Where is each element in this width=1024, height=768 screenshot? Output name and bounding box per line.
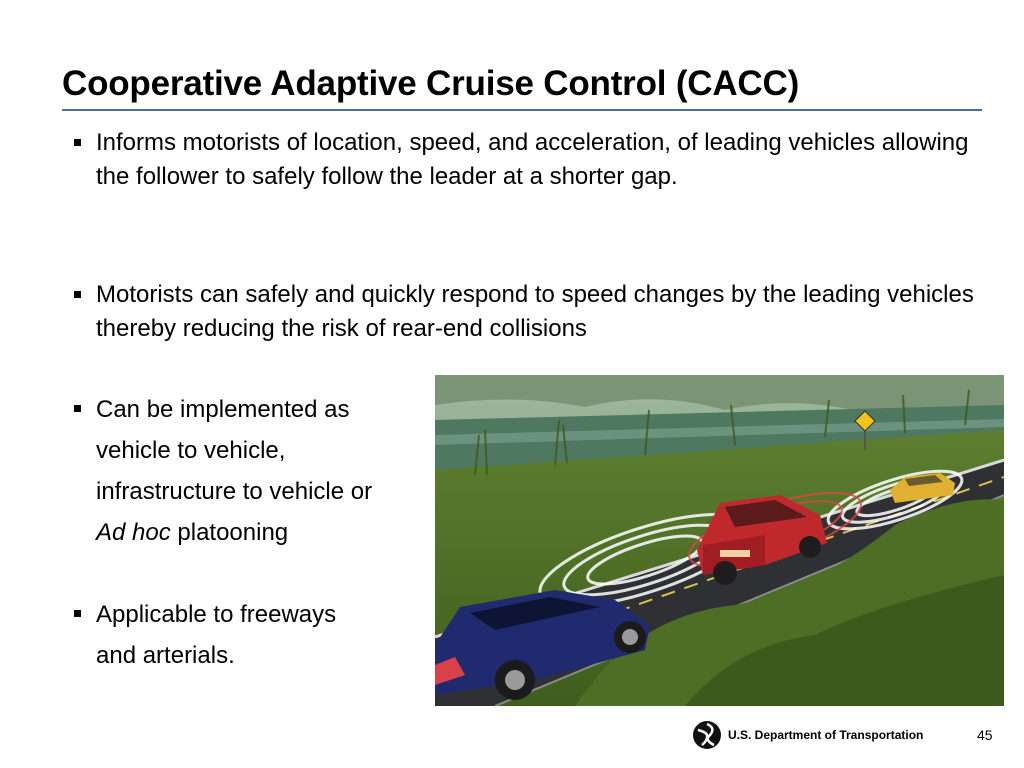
footer-organization: U.S. Department of Transportation <box>728 728 924 742</box>
bullet-line <box>96 512 436 553</box>
page-number: 45 <box>977 727 993 743</box>
bullet-item: Motorists can safely and quickly respond to speed changes by the leading vehicles thereby reducing the risk of rear-end collisions <box>96 278 976 346</box>
bullet-line: Can be implemented as <box>96 396 350 423</box>
bullet-item: Informs motorists of location, speed, and acceleration, of leading vehicles allowing the follower to safely follow the leader at a shorter gap. <box>96 126 976 194</box>
bullet-item <box>96 389 436 553</box>
bullet-item <box>96 594 416 676</box>
bullet-line: infrastructure to vehicle or <box>96 478 373 505</box>
bullet-line-tail: platooning <box>170 519 289 546</box>
cacc-illustration <box>435 375 1004 706</box>
title-divider <box>62 109 982 111</box>
dot-logo-icon <box>692 720 722 750</box>
bullet-line: vehicle to vehicle, <box>96 437 286 464</box>
bullet-line: and arterials. <box>96 642 235 669</box>
bullet-line: Applicable to freeways <box>96 601 337 628</box>
italic-term: Ad hoc <box>96 519 171 546</box>
slide-title: Cooperative Adaptive Cruise Control (CACC) <box>62 64 800 103</box>
